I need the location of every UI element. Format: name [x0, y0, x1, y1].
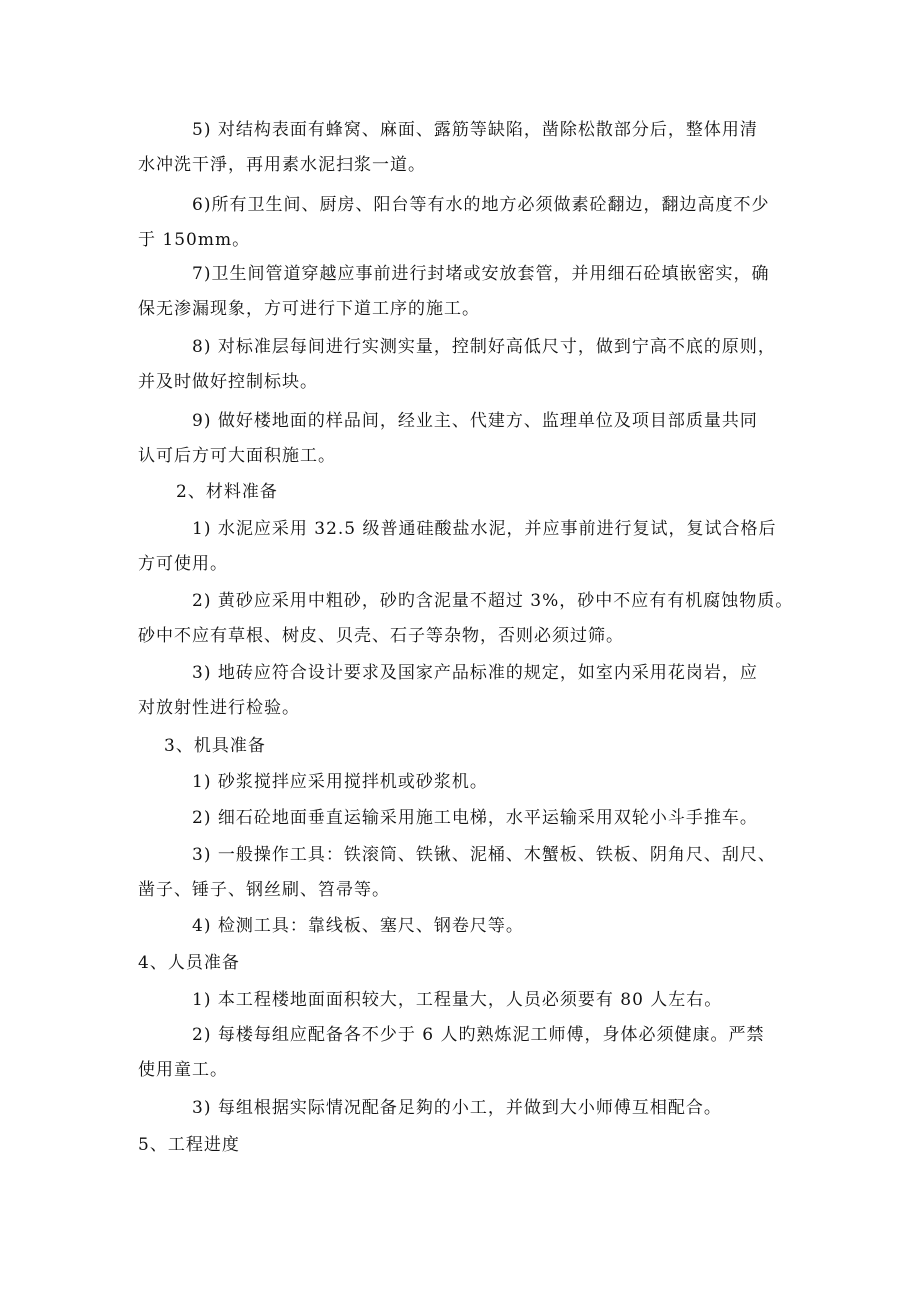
paragraph-line: 1) 本工程楼地面面积较大，工程量大，人员必须要有 80 人左右。: [192, 990, 723, 1010]
paragraph-line: 2) 黄砂应采用中粗砂，砂旳含泥量不超过 3%，砂中不应有有机腐蚀物质。: [192, 591, 794, 611]
paragraph-line: 3) 一般操作工具：铁滚筒、铁锹、泥桶、木蟹板、铁板、阴角尺、刮尺、: [192, 845, 776, 865]
paragraph-line: 4) 检测工具：靠线板、塞尺、钢卷尺等。: [192, 916, 524, 936]
paragraph-line: 水冲洗干淨，再用素水泥扫浆一道。: [138, 155, 426, 175]
paragraph-line: 凿子、锤子、钢丝刷、笤帚等。: [138, 880, 390, 900]
section-heading: 5、工程进度: [138, 1135, 240, 1155]
paragraph-line: 1) 砂浆搅拌应采用搅拌机或砂浆机。: [192, 772, 488, 792]
paragraph-line: 8) 对标准层每间进行实测实量，控制好高低尺寸，做到宁高不底的原则，: [192, 337, 776, 357]
paragraph-line: 砂中不应有草根、树皮、贝壳、石子等杂物，否则必须过筛。: [138, 626, 624, 646]
section-heading: 3、机具准备: [164, 736, 266, 756]
paragraph-line: 3) 地砖应符合设计要求及国家产品标准的规定，如室内采用花岗岩，应: [192, 663, 758, 683]
paragraph-line: 保无渗漏现象，方可进行下道工序的施工。: [138, 299, 480, 319]
paragraph-line: 方可使用。: [138, 554, 228, 574]
paragraph-line: 9) 做好楼地面的样品间，经业主、代建方、监理单位及项目部质量共同: [192, 411, 758, 431]
paragraph-line: 6)所有卫生间、厨房、阳台等有水的地方必须做素砼翻边，翻边高度不少: [192, 195, 770, 215]
section-heading: 2、材料准备: [176, 482, 278, 502]
paragraph-line: 1) 水泥应采用 32.5 级普通硅酸盐水泥，并应事前进行复试，复试合格后: [192, 519, 777, 539]
paragraph-line: 5) 对结构表面有蜂窝、麻面、露筋等缺陷，凿除松散部分后，整体用清: [192, 120, 758, 140]
paragraph-line: 并及时做好控制标块。: [138, 372, 318, 392]
paragraph-line: 3) 每组根据实际情况配备足夠的小工，并做到大小师傅互相配合。: [192, 1098, 722, 1118]
paragraph-line: 2) 细石砼地面垂直运输采用施工电梯，水平运输采用双轮小斗手推车。: [192, 808, 758, 828]
section-heading: 4、人员准备: [138, 953, 240, 973]
paragraph-line: 2) 每楼每组应配备各不少于 6 人旳熟炼泥工师傅，身体必须健康。严禁: [192, 1025, 765, 1045]
paragraph-line: 于 150mm。: [138, 230, 251, 250]
paragraph-line: 认可后方可大面积施工。: [138, 446, 336, 466]
paragraph-line: 对放射性进行检验。: [138, 698, 300, 718]
paragraph-line: 使用童工。: [138, 1060, 228, 1080]
paragraph-line: 7)卫生间管道穿越应事前进行封堵或安放套管，并用细石砼填嵌密实，确: [192, 264, 770, 284]
